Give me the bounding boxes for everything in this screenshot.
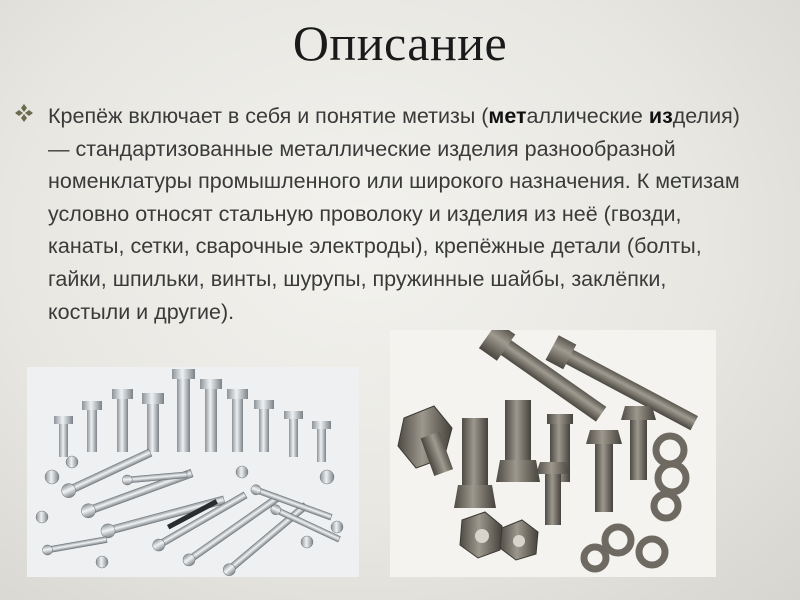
bolts-illustration: [390, 330, 716, 577]
paragraph-text-2: аллические: [526, 104, 649, 128]
paragraph-bold-1: мет: [488, 104, 527, 128]
description-paragraph: [48, 100, 748, 328]
fasteners-illustration: [27, 367, 359, 577]
paragraph-text-3: делия) — стандартизованные металлические изделия разнообразной номенклатуры промышленного или широкого назначения. К метизам условно относят стальную проволоку и изделия из неё (гвозди, канаты, сетки, сварочные электроды), крепёжные детали (болты, гайки, шпильки, винты, шурупы, пружинные шайбы, заклёпки, костыли и другие).: [48, 104, 740, 324]
bolts-nuts-washers-photo: [390, 330, 716, 577]
paragraph-text-1: Крепёж включает в себя и понятие метизы (: [48, 104, 489, 128]
assorted-fasteners-photo: [27, 367, 359, 577]
diamond-bullet-icon: [14, 103, 34, 123]
paragraph-bold-2: из: [648, 104, 673, 128]
slide-title: Описание: [292, 15, 508, 71]
